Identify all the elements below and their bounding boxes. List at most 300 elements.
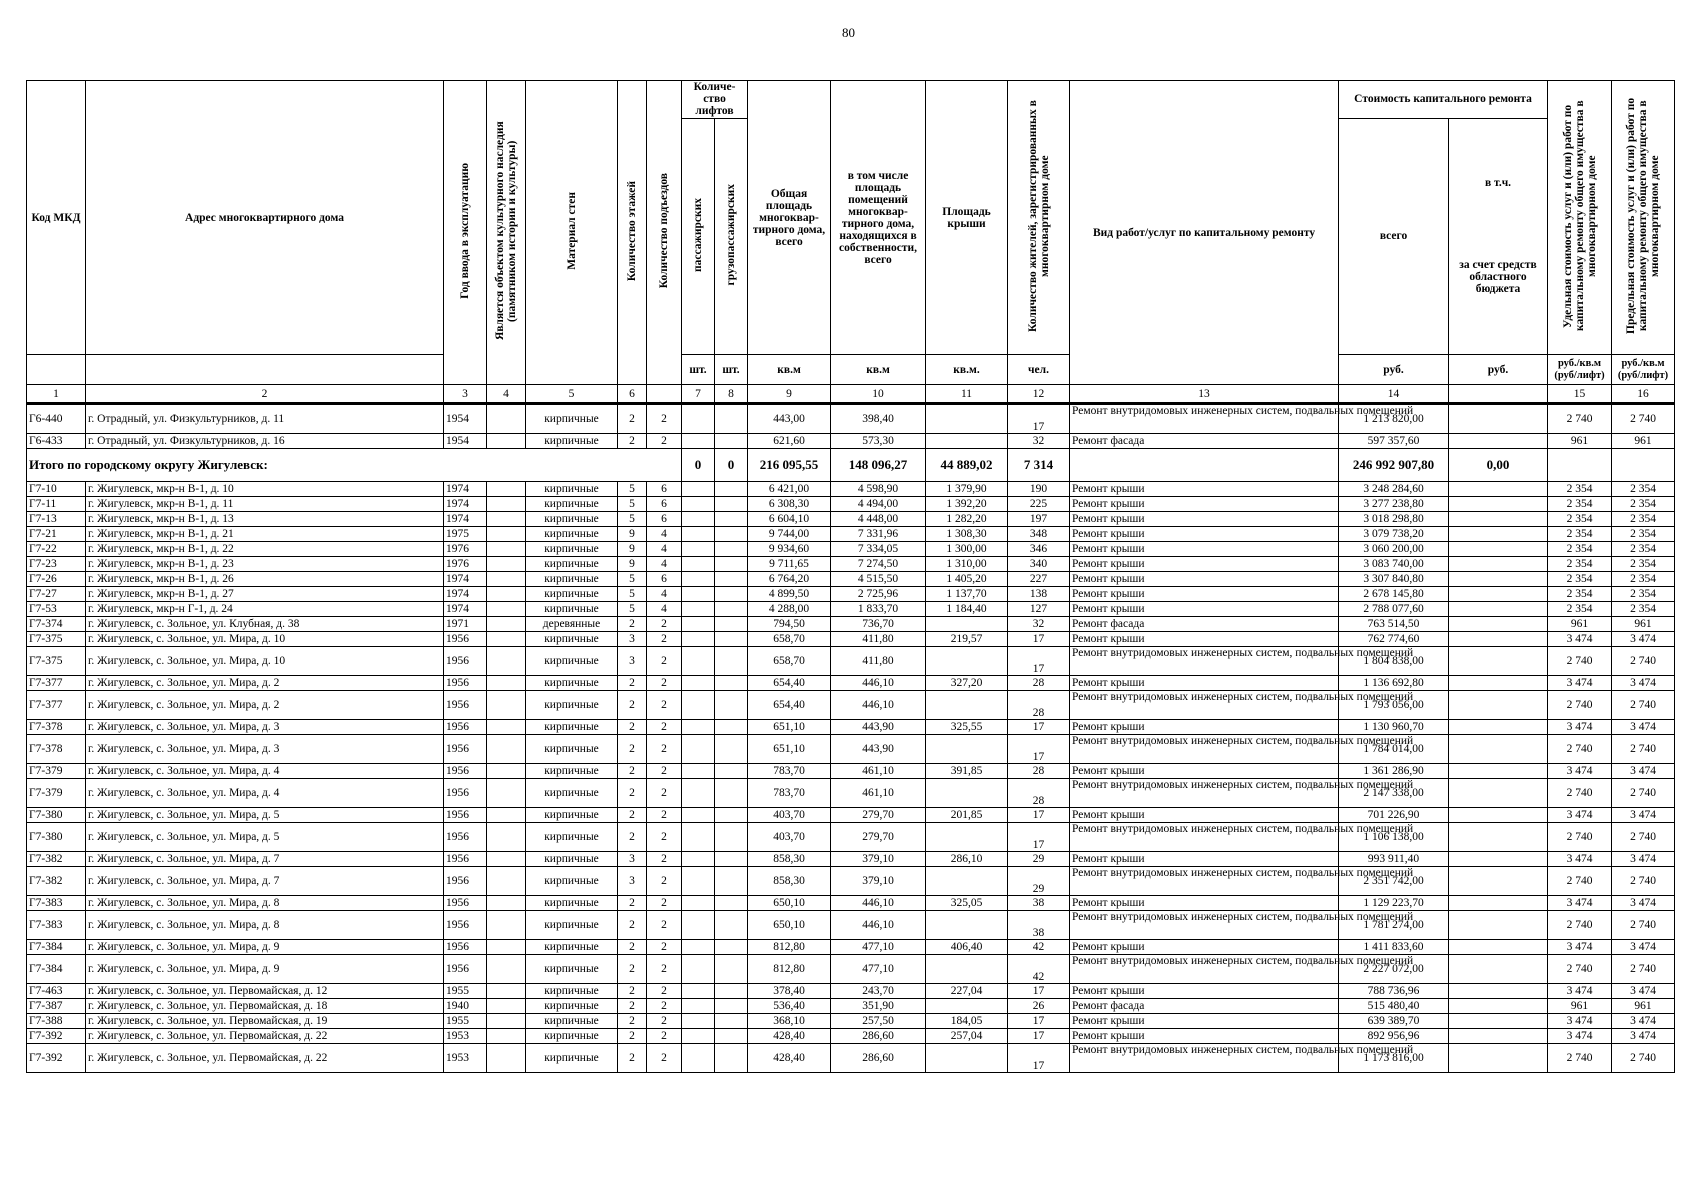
lifts-pass-cell [682, 572, 715, 587]
unit-cost-cell: 2 740 [1548, 691, 1612, 720]
area-owned-cell: 446,10 [831, 691, 926, 720]
max-cost-cell: 3 474 [1612, 1014, 1675, 1029]
people-cell: 17 [1008, 823, 1070, 852]
people-cell: 42 [1008, 955, 1070, 984]
lifts-cargo-cell [715, 779, 748, 808]
year-cell: 1976 [444, 542, 487, 557]
cost-cell: 701 226,90 [1339, 808, 1449, 823]
entrances-cell: 2 [647, 632, 682, 647]
area-cell: 812,80 [748, 940, 831, 955]
roof-cell: 1 392,20 [926, 497, 1008, 512]
heritage-cell [487, 572, 526, 587]
lifts-cargo-cell [715, 676, 748, 691]
people-cell: 42 [1008, 940, 1070, 955]
lifts-cargo-cell [715, 527, 748, 542]
area-owned-cell: 446,10 [831, 911, 926, 940]
table-row [27, 527, 1675, 542]
code-cell: Г6-440 [27, 404, 86, 434]
area-cell: 650,10 [748, 911, 831, 940]
column-number: 11 [926, 385, 1008, 404]
cost-cell: 1 781 274,00 [1339, 911, 1449, 940]
work-cell: Ремонт крыши [1070, 512, 1339, 527]
floors-cell: 3 [618, 867, 647, 896]
code-cell: Г6-433 [27, 434, 86, 449]
floors-cell: 5 [618, 482, 647, 497]
floors-cell: 2 [618, 404, 647, 434]
cost-cell: 1 130 960,70 [1339, 720, 1449, 735]
people-cell: 17 [1008, 632, 1070, 647]
cost-cell: 3 079 738,20 [1339, 527, 1449, 542]
cost-region-cell [1449, 1044, 1548, 1073]
max-cost-cell: 3 474 [1612, 764, 1675, 779]
walls-cell: кирпичные [526, 434, 618, 449]
floors-cell: 5 [618, 602, 647, 617]
entrances-cell: 2 [647, 676, 682, 691]
entrances-cell: 4 [647, 602, 682, 617]
max-cost-cell: 2 354 [1612, 557, 1675, 572]
total-roof: 44 889,02 [926, 449, 1008, 482]
roof-cell: 257,04 [926, 1029, 1008, 1044]
table-row [27, 955, 1675, 984]
max-cost-cell: 3 474 [1612, 808, 1675, 823]
heritage-cell [487, 852, 526, 867]
lifts-cargo-cell [715, 764, 748, 779]
code-cell: Г7-375 [27, 632, 86, 647]
header-max-cost: Предельная стоимость услуг и (или) работ по капитальному ремонту общего имущества в многоквартирном доме [1625, 97, 1662, 335]
heritage-cell [487, 823, 526, 852]
roof-cell [926, 911, 1008, 940]
heritage-cell [487, 497, 526, 512]
heritage-cell [487, 779, 526, 808]
max-cost-cell: 2 740 [1612, 691, 1675, 720]
cost-cell: 1 804 838,00 [1339, 647, 1449, 676]
cost-cell: 515 480,40 [1339, 999, 1449, 1014]
lifts-pass-cell [682, 720, 715, 735]
heritage-cell [487, 434, 526, 449]
cost-cell: 1 173 816,00 [1339, 1044, 1449, 1073]
table-row [27, 497, 1675, 512]
code-cell: Г7-23 [27, 557, 86, 572]
year-cell: 1953 [444, 1029, 487, 1044]
column-number: 16 [1612, 385, 1675, 404]
lifts-cargo-cell [715, 852, 748, 867]
max-cost-cell: 2 740 [1612, 647, 1675, 676]
roof-cell: 1 300,00 [926, 542, 1008, 557]
walls-cell: кирпичные [526, 676, 618, 691]
column-number: 10 [831, 385, 926, 404]
year-cell: 1956 [444, 896, 487, 911]
roof-cell [926, 867, 1008, 896]
column-number: 15 [1548, 385, 1612, 404]
cost-cell: 3 248 284,60 [1339, 482, 1449, 497]
cost-cell: 1 793 056,00 [1339, 691, 1449, 720]
floors-cell: 5 [618, 497, 647, 512]
walls-cell: кирпичные [526, 404, 618, 434]
roof-cell [926, 691, 1008, 720]
lifts-cargo-cell [715, 823, 748, 852]
walls-cell: кирпичные [526, 764, 618, 779]
lifts-pass-cell [682, 617, 715, 632]
floors-cell: 2 [618, 823, 647, 852]
area-cell: 794,50 [748, 617, 831, 632]
work-cell: Ремонт крыши [1070, 896, 1339, 911]
area-owned-cell: 411,80 [831, 647, 926, 676]
unit-cost-cell: 2 354 [1548, 557, 1612, 572]
heritage-cell [487, 764, 526, 779]
lifts-cargo-cell [715, 1014, 748, 1029]
people-cell: 190 [1008, 482, 1070, 497]
roof-cell [926, 434, 1008, 449]
address-cell: г. Жигулевск, с. Зольное, ул. Мира, д. 8 [86, 896, 444, 911]
people-cell: 227 [1008, 572, 1070, 587]
code-cell: Г7-13 [27, 512, 86, 527]
year-cell: 1956 [444, 867, 487, 896]
people-cell: 17 [1008, 1029, 1070, 1044]
heritage-cell [487, 955, 526, 984]
walls-cell: кирпичные [526, 497, 618, 512]
area-owned-cell: 1 833,70 [831, 602, 926, 617]
area-cell: 858,30 [748, 867, 831, 896]
table-row [27, 572, 1675, 587]
code-cell: Г7-378 [27, 720, 86, 735]
walls-cell: кирпичные [526, 720, 618, 735]
work-cell: Ремонт внутридомовых инженерных систем, подвальных помещений [1070, 779, 1339, 808]
code-cell: Г7-53 [27, 602, 86, 617]
unit-cost-cell: 2 354 [1548, 512, 1612, 527]
lifts-cargo-cell [715, 482, 748, 497]
cost-region-cell [1449, 867, 1548, 896]
cost-region-cell [1449, 779, 1548, 808]
table-row [27, 999, 1675, 1014]
total-lifts-pass: 0 [682, 449, 715, 482]
roof-cell: 184,05 [926, 1014, 1008, 1029]
people-cell: 346 [1008, 542, 1070, 557]
column-number [647, 385, 682, 404]
unit-cost-cell: 3 474 [1548, 632, 1612, 647]
total-area: 216 095,55 [748, 449, 831, 482]
work-cell: Ремонт крыши [1070, 497, 1339, 512]
unit-area-owned: кв.м [831, 355, 926, 385]
max-cost-cell: 2 354 [1612, 602, 1675, 617]
area-owned-cell: 4 598,90 [831, 482, 926, 497]
walls-cell: кирпичные [526, 808, 618, 823]
code-cell: Г7-383 [27, 911, 86, 940]
area-cell: 621,60 [748, 434, 831, 449]
lifts-cargo-cell [715, 691, 748, 720]
floors-cell: 2 [618, 999, 647, 1014]
cost-region-cell [1449, 999, 1548, 1014]
walls-cell: кирпичные [526, 735, 618, 764]
area-cell: 654,40 [748, 691, 831, 720]
entrances-cell: 2 [647, 1014, 682, 1029]
work-cell: Ремонт крыши [1070, 1014, 1339, 1029]
walls-cell: кирпичные [526, 602, 618, 617]
cost-cell: 3 277 238,80 [1339, 497, 1449, 512]
unit-cost-region: руб. [1449, 355, 1548, 385]
table-row [27, 940, 1675, 955]
cost-region-cell [1449, 404, 1548, 434]
year-cell: 1955 [444, 984, 487, 999]
floors-cell: 2 [618, 735, 647, 764]
lifts-pass-cell [682, 497, 715, 512]
year-cell: 1956 [444, 764, 487, 779]
table-row [27, 542, 1675, 557]
floors-cell: 2 [618, 940, 647, 955]
people-cell: 340 [1008, 557, 1070, 572]
heritage-cell [487, 617, 526, 632]
year-cell: 1956 [444, 676, 487, 691]
address-cell: г. Отрадный, ул. Физкультурников, д. 16 [86, 434, 444, 449]
walls-cell: кирпичные [526, 512, 618, 527]
work-cell: Ремонт внутридомовых инженерных систем, подвальных помещений [1070, 647, 1339, 676]
total-people: 7 314 [1008, 449, 1070, 482]
table-row [27, 720, 1675, 735]
cost-region-cell [1449, 527, 1548, 542]
lifts-cargo-cell [715, 647, 748, 676]
table-row [27, 632, 1675, 647]
column-number: 2 [86, 385, 444, 404]
lifts-cargo-cell [715, 557, 748, 572]
unit-unit-cost: руб./кв.м (руб/лифт) [1548, 355, 1612, 385]
total-area-owned: 148 096,27 [831, 449, 926, 482]
address-cell: г. Отрадный, ул. Физкультурников, д. 11 [86, 404, 444, 434]
cost-cell: 788 736,96 [1339, 984, 1449, 999]
header-code: Код МКД [27, 81, 86, 355]
max-cost-cell: 3 474 [1612, 984, 1675, 999]
lifts-cargo-cell [715, 1044, 748, 1073]
max-cost-cell: 2 740 [1612, 911, 1675, 940]
roof-cell [926, 1044, 1008, 1073]
unit-cost-cell: 961 [1548, 434, 1612, 449]
walls-cell: кирпичные [526, 896, 618, 911]
people-cell: 17 [1008, 735, 1070, 764]
table-row [27, 691, 1675, 720]
work-cell: Ремонт крыши [1070, 572, 1339, 587]
year-cell: 1940 [444, 999, 487, 1014]
area-cell: 536,40 [748, 999, 831, 1014]
table-row [27, 587, 1675, 602]
cost-cell: 1 106 138,00 [1339, 823, 1449, 852]
cost-cell: 639 389,70 [1339, 1014, 1449, 1029]
cost-cell: 2 351 742,00 [1339, 867, 1449, 896]
work-cell: Ремонт крыши [1070, 557, 1339, 572]
area-owned-cell: 398,40 [831, 404, 926, 434]
area-cell: 6 604,10 [748, 512, 831, 527]
entrances-cell: 2 [647, 647, 682, 676]
floors-cell: 3 [618, 647, 647, 676]
max-cost-cell: 3 474 [1612, 1029, 1675, 1044]
area-cell: 658,70 [748, 647, 831, 676]
cost-cell: 2 227 072,00 [1339, 955, 1449, 984]
walls-cell: деревянные [526, 617, 618, 632]
area-cell: 6 764,20 [748, 572, 831, 587]
cost-cell: 1 784 014,00 [1339, 735, 1449, 764]
lifts-pass-cell [682, 867, 715, 896]
heritage-cell [487, 587, 526, 602]
cost-cell: 2 788 077,60 [1339, 602, 1449, 617]
lifts-pass-cell [682, 434, 715, 449]
max-cost-cell: 3 474 [1612, 720, 1675, 735]
lifts-pass-cell [682, 632, 715, 647]
heritage-cell [487, 557, 526, 572]
cost-region-cell [1449, 587, 1548, 602]
header-unit-cost: Удельная стоимость услуг и (или) работ по капитальному ремонту общего имущества в многоквартирном доме [1561, 100, 1598, 332]
lifts-pass-cell [682, 779, 715, 808]
table-row [27, 647, 1675, 676]
entrances-cell: 2 [647, 434, 682, 449]
lifts-cargo-cell [715, 1029, 748, 1044]
cost-cell: 1 129 223,70 [1339, 896, 1449, 911]
address-cell: г. Жигулевск, с. Зольное, ул. Первомайская, д. 22 [86, 1029, 444, 1044]
code-cell: Г7-27 [27, 587, 86, 602]
code-cell: Г7-21 [27, 527, 86, 542]
area-owned-cell: 286,60 [831, 1044, 926, 1073]
area-cell: 6 421,00 [748, 482, 831, 497]
max-cost-cell: 961 [1612, 434, 1675, 449]
work-cell: Ремонт крыши [1070, 1029, 1339, 1044]
unit-cost-cell: 2 354 [1548, 587, 1612, 602]
roof-cell: 1 184,40 [926, 602, 1008, 617]
max-cost-cell: 3 474 [1612, 896, 1675, 911]
area-cell: 428,40 [748, 1029, 831, 1044]
entrances-cell: 2 [647, 617, 682, 632]
roof-cell [926, 779, 1008, 808]
entrances-cell: 2 [647, 404, 682, 434]
table-row [27, 867, 1675, 896]
area-owned-cell: 379,10 [831, 867, 926, 896]
work-cell: Ремонт крыши [1070, 676, 1339, 691]
cost-region-cell [1449, 764, 1548, 779]
floors-cell: 2 [618, 984, 647, 999]
table-row [27, 911, 1675, 940]
code-cell: Г7-378 [27, 735, 86, 764]
entrances-cell: 4 [647, 557, 682, 572]
lifts-pass-cell [682, 999, 715, 1014]
people-cell: 28 [1008, 764, 1070, 779]
max-cost-cell: 961 [1612, 617, 1675, 632]
unit-cost-cell: 2 354 [1548, 497, 1612, 512]
unit-cost-cell: 961 [1548, 617, 1612, 632]
table-row [27, 557, 1675, 572]
floors-cell: 9 [618, 557, 647, 572]
area-owned-cell: 7 334,05 [831, 542, 926, 557]
floors-cell: 2 [618, 764, 647, 779]
people-cell: 29 [1008, 852, 1070, 867]
header-cost-region: за счет средств областного бюджета [1459, 259, 1537, 296]
max-cost-cell: 3 474 [1612, 676, 1675, 691]
address-cell: г. Жигулевск, мкр-н В-1, д. 23 [86, 557, 444, 572]
heritage-cell [487, 940, 526, 955]
floors-cell: 5 [618, 587, 647, 602]
column-number: 4 [487, 385, 526, 404]
floors-cell: 5 [618, 512, 647, 527]
area-cell: 783,70 [748, 764, 831, 779]
header-area-owned: в том числе площадь помещений многоквар-тирного дома, находящихся в собственности, всего [831, 81, 926, 355]
lifts-pass-cell [682, 955, 715, 984]
address-cell: г. Жигулевск, с. Зольное, ул. Первомайская, д. 19 [86, 1014, 444, 1029]
walls-cell: кирпичные [526, 572, 618, 587]
work-cell: Ремонт внутридомовых инженерных систем, подвальных помещений [1070, 404, 1339, 434]
max-cost-cell: 2 740 [1612, 823, 1675, 852]
work-cell: Ремонт крыши [1070, 602, 1339, 617]
header-work: Вид работ/услуг по капитальному ремонту [1070, 81, 1339, 385]
area-owned-cell: 411,80 [831, 632, 926, 647]
max-cost-cell: 2 740 [1612, 867, 1675, 896]
cost-cell: 1 136 692,80 [1339, 676, 1449, 691]
unit-cost-cell: 3 474 [1548, 720, 1612, 735]
work-cell: Ремонт крыши [1070, 852, 1339, 867]
code-cell: Г7-384 [27, 940, 86, 955]
cost-region-cell [1449, 808, 1548, 823]
walls-cell: кирпичные [526, 632, 618, 647]
cost-region-cell [1449, 572, 1548, 587]
header-roof: Площадь крыши [926, 81, 1008, 355]
people-cell: 28 [1008, 676, 1070, 691]
cost-cell: 993 911,40 [1339, 852, 1449, 867]
address-cell: г. Жигулевск, с. Зольное, ул. Мира, д. 2 [86, 691, 444, 720]
area-owned-cell: 243,70 [831, 984, 926, 999]
unit-cost-cell: 2 740 [1548, 404, 1612, 434]
lifts-pass-cell [682, 676, 715, 691]
lifts-pass-cell [682, 482, 715, 497]
people-cell: 348 [1008, 527, 1070, 542]
people-cell: 197 [1008, 512, 1070, 527]
table-row [27, 735, 1675, 764]
walls-cell: кирпичные [526, 1044, 618, 1073]
walls-cell: кирпичные [526, 867, 618, 896]
cost-region-cell [1449, 1014, 1548, 1029]
code-cell: Г7-377 [27, 691, 86, 720]
header-address: Адрес многоквартирного дома [86, 81, 444, 355]
entrances-cell: 6 [647, 572, 682, 587]
cost-region-cell [1449, 497, 1548, 512]
address-cell: г. Жигулевск, мкр-н Г-1, д. 24 [86, 602, 444, 617]
cost-region-cell [1449, 482, 1548, 497]
cost-cell: 1 411 833,60 [1339, 940, 1449, 955]
heritage-cell [487, 984, 526, 999]
floors-cell: 3 [618, 852, 647, 867]
work-cell: Ремонт фасада [1070, 617, 1339, 632]
area-owned-cell: 257,50 [831, 1014, 926, 1029]
area-cell: 858,30 [748, 852, 831, 867]
cost-region-cell [1449, 617, 1548, 632]
address-cell: г. Жигулевск, с. Зольное, ул. Клубная, д. 38 [86, 617, 444, 632]
floors-cell: 2 [618, 911, 647, 940]
address-cell: г. Жигулевск, с. Зольное, ул. Мира, д. 3 [86, 720, 444, 735]
unit-roof: кв.м. [926, 355, 1008, 385]
cost-cell: 1 213 820,00 [1339, 404, 1449, 434]
table-row [27, 482, 1675, 497]
address-cell: г. Жигулевск, с. Зольное, ул. Мира, д. 4 [86, 764, 444, 779]
unit-cost-cell: 961 [1548, 999, 1612, 1014]
entrances-cell: 2 [647, 808, 682, 823]
max-cost-cell: 2 354 [1612, 512, 1675, 527]
walls-cell: кирпичные [526, 691, 618, 720]
people-cell: 32 [1008, 434, 1070, 449]
lifts-pass-cell [682, 896, 715, 911]
year-cell: 1974 [444, 497, 487, 512]
work-cell: Ремонт крыши [1070, 764, 1339, 779]
table-row [27, 602, 1675, 617]
lifts-pass-cell [682, 984, 715, 999]
area-owned-cell: 736,70 [831, 617, 926, 632]
entrances-cell: 6 [647, 482, 682, 497]
total-section [27, 449, 1675, 482]
roof-cell: 201,85 [926, 808, 1008, 823]
total-label: Итого по городскому округу Жигулевск: [27, 449, 682, 482]
column-number: 6 [618, 385, 647, 404]
max-cost-cell: 2 740 [1612, 404, 1675, 434]
